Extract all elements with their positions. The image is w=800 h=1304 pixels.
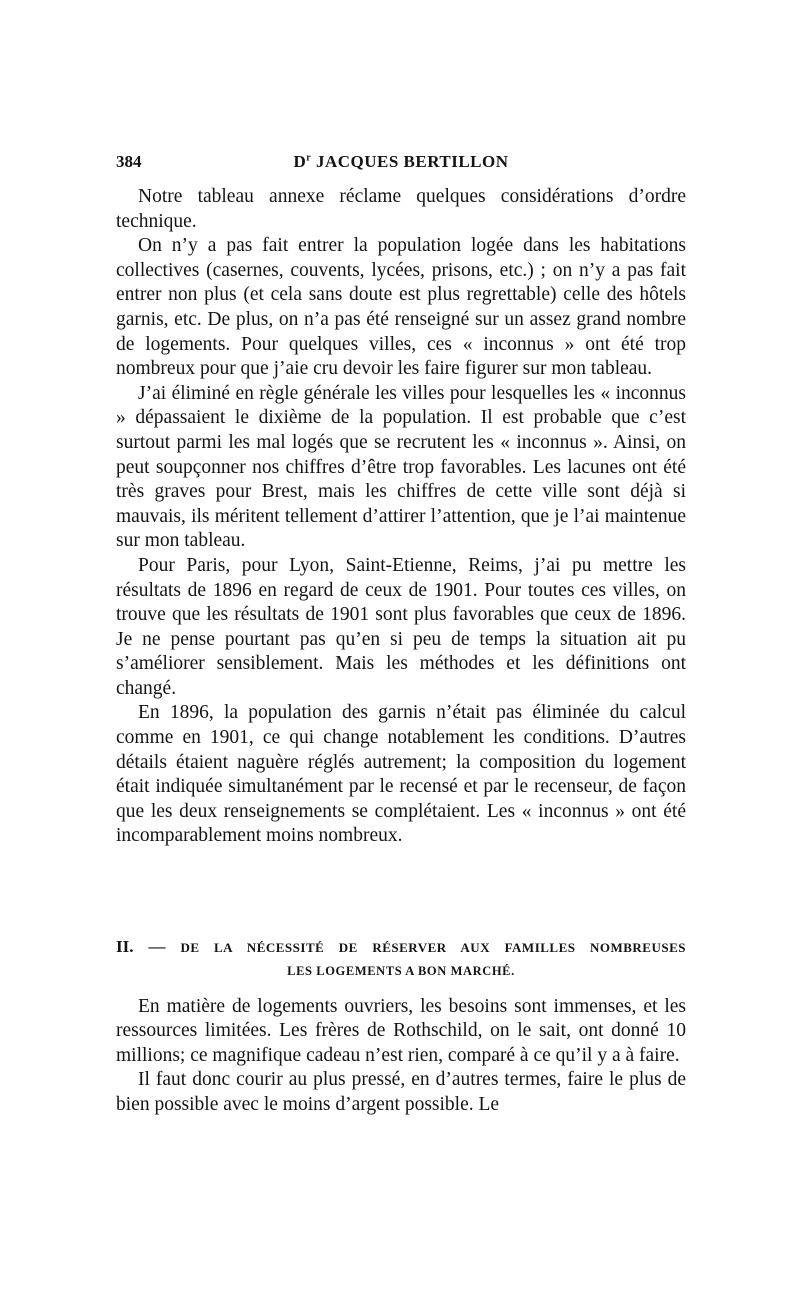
running-head — [116, 152, 686, 172]
paragraph-3: J’ai éliminé en règle générale les villes pour lesquelles les « inconnus » dépassaient le dixième de la population. Il est probable que c’est surtout parmi les mal logés que se recrutent les « inconnus ». Ainsi, on peut soupçonner nos chiffres d’être trop favorables. Les lacunes ont été très graves pour Brest, mais les chiffres de cette ville sont déjà si mauvais, ils méritent tellement d’attirer l’attention, que je l’ai maintenue sur mon tableau. — [116, 382, 686, 552]
section-heading-line-1 — [116, 935, 686, 960]
section-heading — [116, 935, 686, 982]
section-heading-line-2: LES LOGEMENTS A BON MARCHÉ. — [287, 964, 515, 978]
paragraph-1: Notre tableau annexe réclame quelques considérations d’ordre technique. — [116, 186, 686, 232]
paragraph-4: Pour Paris, pour Lyon, Saint-Etienne, Reims, j’ai pu mettre les résultats de 1896 en regard de ceux de 1901. Pour toutes ces villes, on trouve que les résultats de 1901 sont plus favorables que ceux de 1896. Je ne pense pourtant pas qu’en si peu de temps la situation ait pu s’améliorer sensiblement. Mais les méthodes et les définitions ont changé. — [116, 554, 686, 699]
section-title-line-1: DE LA NÉCESSITÉ DE RÉSERVER AUX FAMILLES NOMBREUSES — [180, 940, 686, 955]
running-head-author: JACQUES BERTILLON — [311, 152, 509, 171]
paragraph-7: Il faut donc courir au plus pressé, en d’autres termes, faire le plus de bien possible avec le moins d’argent possible. Le — [116, 1069, 686, 1115]
body-text — [116, 185, 686, 849]
paragraph-2: On n’y a pas fait entrer la population logée dans les habitations collectives (casernes, couvents, lycées, prisons, etc.) ; on n’y a pas fait entrer non plus (et cela sans doute est plus regrettable) celle des hôtels garnis, etc. De plus, on n’a pas été renseigné sur un assez grand nombre de logements. Pour quelques villes, ces « inconnus » ont été trop nombreux pour que j’aie cru devoir les faire figurer sur mon tableau. — [116, 235, 686, 380]
running-head-superscript: r — [306, 152, 312, 164]
paragraph-5: En 1896, la population des garnis n’était pas éliminée du calcul comme en 1901, ce qui change notablement les conditions. D’autres détails étaient naguère réglés autrement; la composition du logement était indiquée simultanément par le recensé et par le recenseur, de façon que les deux renseignements se complétaient. Les « inconnus » ont été incomparablement moins nombreux. — [116, 702, 686, 847]
paragraph-6: En matière de logements ouvriers, les besoins sont immenses, et les ressources limitées. Les frères de Rothschild, on le sait, ont donné 10 millions; ce magnifique cadeau n’est rien, comparé à ce qu’il y a à faire. — [116, 996, 686, 1066]
page-header — [116, 152, 686, 178]
section-numeral: II. — — [116, 937, 181, 956]
page-number: 384 — [116, 152, 142, 171]
section-body-text — [116, 995, 686, 1117]
running-head-prefix: D — [293, 152, 307, 171]
